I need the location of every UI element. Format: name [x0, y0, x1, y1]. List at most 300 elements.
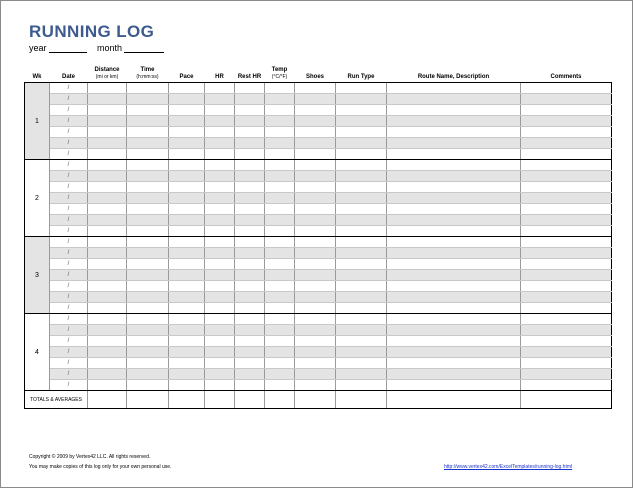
log-entry-cell[interactable] [169, 116, 205, 127]
log-entry-cell[interactable] [521, 237, 612, 248]
log-entry-cell[interactable] [235, 292, 265, 303]
log-entry-cell[interactable] [521, 358, 612, 369]
log-entry-cell[interactable] [336, 182, 387, 193]
date-cell[interactable]: / [50, 380, 88, 391]
log-entry-cell[interactable] [336, 94, 387, 105]
totals-cell[interactable] [127, 391, 169, 409]
log-entry-cell[interactable] [265, 292, 295, 303]
log-entry-cell[interactable] [235, 358, 265, 369]
log-entry-cell[interactable] [336, 314, 387, 325]
log-entry-cell[interactable] [265, 160, 295, 171]
log-entry-cell[interactable] [295, 193, 336, 204]
log-entry-cell[interactable] [265, 259, 295, 270]
log-entry-cell[interactable] [235, 149, 265, 160]
log-entry-cell[interactable] [235, 171, 265, 182]
log-entry-cell[interactable] [127, 94, 169, 105]
log-entry-cell[interactable] [205, 237, 235, 248]
log-entry-cell[interactable] [265, 204, 295, 215]
totals-cell[interactable] [295, 391, 336, 409]
log-entry-cell[interactable] [336, 325, 387, 336]
log-entry-cell[interactable] [295, 171, 336, 182]
log-entry-cell[interactable] [205, 281, 235, 292]
log-entry-cell[interactable] [521, 325, 612, 336]
log-entry-cell[interactable] [387, 171, 521, 182]
log-entry-cell[interactable] [169, 336, 205, 347]
log-entry-cell[interactable] [295, 204, 336, 215]
log-entry-cell[interactable] [265, 270, 295, 281]
log-entry-cell[interactable] [336, 281, 387, 292]
log-entry-cell[interactable] [387, 105, 521, 116]
log-entry-cell[interactable] [387, 160, 521, 171]
log-entry-cell[interactable] [127, 105, 169, 116]
totals-cell[interactable] [169, 391, 205, 409]
log-entry-cell[interactable] [521, 314, 612, 325]
log-entry-cell[interactable] [295, 314, 336, 325]
log-entry-cell[interactable] [127, 193, 169, 204]
log-entry-cell[interactable] [295, 347, 336, 358]
log-entry-cell[interactable] [88, 193, 127, 204]
log-entry-cell[interactable] [265, 226, 295, 237]
log-entry-cell[interactable] [295, 358, 336, 369]
log-entry-cell[interactable] [295, 182, 336, 193]
log-entry-cell[interactable] [387, 215, 521, 226]
log-entry-cell[interactable] [88, 314, 127, 325]
log-entry-cell[interactable] [521, 380, 612, 391]
date-cell[interactable]: / [50, 83, 88, 94]
log-entry-cell[interactable] [336, 138, 387, 149]
log-entry-cell[interactable] [265, 149, 295, 160]
year-input-line[interactable] [49, 43, 87, 53]
log-entry-cell[interactable] [127, 160, 169, 171]
log-entry-cell[interactable] [88, 292, 127, 303]
log-entry-cell[interactable] [336, 347, 387, 358]
log-entry-cell[interactable] [88, 215, 127, 226]
log-entry-cell[interactable] [205, 171, 235, 182]
log-entry-cell[interactable] [235, 281, 265, 292]
log-entry-cell[interactable] [169, 358, 205, 369]
log-entry-cell[interactable] [205, 248, 235, 259]
log-entry-cell[interactable] [336, 160, 387, 171]
log-entry-cell[interactable] [88, 281, 127, 292]
log-entry-cell[interactable] [235, 127, 265, 138]
log-entry-cell[interactable] [387, 259, 521, 270]
log-entry-cell[interactable] [127, 325, 169, 336]
log-entry-cell[interactable] [521, 83, 612, 94]
log-entry-cell[interactable] [521, 160, 612, 171]
log-entry-cell[interactable] [521, 94, 612, 105]
date-cell[interactable]: / [50, 182, 88, 193]
log-entry-cell[interactable] [169, 226, 205, 237]
log-entry-cell[interactable] [387, 292, 521, 303]
date-cell[interactable]: / [50, 347, 88, 358]
log-entry-cell[interactable] [88, 182, 127, 193]
log-entry-cell[interactable] [265, 83, 295, 94]
log-entry-cell[interactable] [205, 127, 235, 138]
log-entry-cell[interactable] [387, 380, 521, 391]
log-entry-cell[interactable] [235, 270, 265, 281]
date-cell[interactable]: / [50, 193, 88, 204]
log-entry-cell[interactable] [387, 116, 521, 127]
log-entry-cell[interactable] [265, 237, 295, 248]
log-entry-cell[interactable] [235, 105, 265, 116]
log-entry-cell[interactable] [205, 193, 235, 204]
date-cell[interactable]: / [50, 325, 88, 336]
date-cell[interactable]: / [50, 303, 88, 314]
log-entry-cell[interactable] [265, 347, 295, 358]
log-entry-cell[interactable] [169, 325, 205, 336]
log-entry-cell[interactable] [265, 303, 295, 314]
log-entry-cell[interactable] [88, 336, 127, 347]
log-entry-cell[interactable] [295, 105, 336, 116]
log-entry-cell[interactable] [521, 215, 612, 226]
date-cell[interactable]: / [50, 204, 88, 215]
log-entry-cell[interactable] [387, 347, 521, 358]
date-cell[interactable]: / [50, 127, 88, 138]
year-field[interactable] [29, 43, 87, 53]
log-entry-cell[interactable] [295, 369, 336, 380]
log-entry-cell[interactable] [235, 303, 265, 314]
month-field[interactable] [97, 43, 164, 53]
log-entry-cell[interactable] [88, 270, 127, 281]
log-entry-cell[interactable] [235, 248, 265, 259]
log-entry-cell[interactable] [295, 336, 336, 347]
log-entry-cell[interactable] [336, 127, 387, 138]
log-entry-cell[interactable] [235, 259, 265, 270]
log-entry-cell[interactable] [88, 204, 127, 215]
log-entry-cell[interactable] [127, 83, 169, 94]
log-entry-cell[interactable] [205, 369, 235, 380]
date-cell[interactable]: / [50, 369, 88, 380]
log-entry-cell[interactable] [169, 380, 205, 391]
log-entry-cell[interactable] [235, 369, 265, 380]
log-entry-cell[interactable] [295, 83, 336, 94]
log-entry-cell[interactable] [235, 215, 265, 226]
log-entry-cell[interactable] [88, 358, 127, 369]
log-entry-cell[interactable] [336, 380, 387, 391]
log-entry-cell[interactable] [265, 105, 295, 116]
log-entry-cell[interactable] [521, 204, 612, 215]
log-entry-cell[interactable] [205, 116, 235, 127]
log-entry-cell[interactable] [387, 182, 521, 193]
log-entry-cell[interactable] [205, 215, 235, 226]
log-entry-cell[interactable] [235, 226, 265, 237]
date-cell[interactable]: / [50, 160, 88, 171]
log-entry-cell[interactable] [521, 138, 612, 149]
log-entry-cell[interactable] [387, 358, 521, 369]
log-entry-cell[interactable] [169, 347, 205, 358]
log-entry-cell[interactable] [205, 105, 235, 116]
log-entry-cell[interactable] [169, 94, 205, 105]
log-entry-cell[interactable] [521, 182, 612, 193]
log-entry-cell[interactable] [127, 116, 169, 127]
date-cell[interactable]: / [50, 237, 88, 248]
log-entry-cell[interactable] [336, 193, 387, 204]
log-entry-cell[interactable] [205, 160, 235, 171]
date-cell[interactable]: / [50, 281, 88, 292]
log-entry-cell[interactable] [265, 281, 295, 292]
date-cell[interactable]: / [50, 94, 88, 105]
date-cell[interactable]: / [50, 259, 88, 270]
log-entry-cell[interactable] [127, 292, 169, 303]
date-cell[interactable]: / [50, 116, 88, 127]
log-entry-cell[interactable] [295, 281, 336, 292]
log-entry-cell[interactable] [387, 193, 521, 204]
log-entry-cell[interactable] [336, 215, 387, 226]
log-entry-cell[interactable] [235, 94, 265, 105]
log-entry-cell[interactable] [88, 127, 127, 138]
log-entry-cell[interactable] [521, 259, 612, 270]
log-entry-cell[interactable] [205, 83, 235, 94]
log-entry-cell[interactable] [295, 226, 336, 237]
log-entry-cell[interactable] [387, 94, 521, 105]
log-entry-cell[interactable] [127, 138, 169, 149]
date-cell[interactable]: / [50, 149, 88, 160]
date-cell[interactable]: / [50, 292, 88, 303]
log-entry-cell[interactable] [521, 193, 612, 204]
log-entry-cell[interactable] [127, 380, 169, 391]
log-entry-cell[interactable] [387, 204, 521, 215]
log-entry-cell[interactable] [521, 281, 612, 292]
log-entry-cell[interactable] [295, 94, 336, 105]
log-entry-cell[interactable] [295, 325, 336, 336]
log-entry-cell[interactable] [127, 259, 169, 270]
log-entry-cell[interactable] [336, 237, 387, 248]
log-entry-cell[interactable] [521, 292, 612, 303]
vertex42-link[interactable]: http://www.vertex42.com/ExcelTemplates/running-log.html [444, 464, 573, 470]
log-entry-cell[interactable] [265, 127, 295, 138]
log-entry-cell[interactable] [265, 116, 295, 127]
log-entry-cell[interactable] [127, 336, 169, 347]
log-entry-cell[interactable] [336, 259, 387, 270]
log-entry-cell[interactable] [205, 149, 235, 160]
date-cell[interactable]: / [50, 226, 88, 237]
log-entry-cell[interactable] [169, 369, 205, 380]
log-entry-cell[interactable] [265, 138, 295, 149]
log-entry-cell[interactable] [336, 248, 387, 259]
log-entry-cell[interactable] [127, 347, 169, 358]
log-entry-cell[interactable] [88, 325, 127, 336]
log-entry-cell[interactable] [265, 248, 295, 259]
log-entry-cell[interactable] [235, 314, 265, 325]
date-cell[interactable]: / [50, 215, 88, 226]
log-entry-cell[interactable] [265, 94, 295, 105]
log-entry-cell[interactable] [336, 292, 387, 303]
log-entry-cell[interactable] [295, 127, 336, 138]
log-entry-cell[interactable] [336, 336, 387, 347]
log-entry-cell[interactable] [387, 303, 521, 314]
log-entry-cell[interactable] [88, 83, 127, 94]
totals-cell[interactable] [235, 391, 265, 409]
month-input-line[interactable] [124, 43, 164, 53]
log-entry-cell[interactable] [387, 226, 521, 237]
log-entry-cell[interactable] [127, 281, 169, 292]
log-entry-cell[interactable] [235, 138, 265, 149]
log-entry-cell[interactable] [205, 292, 235, 303]
log-entry-cell[interactable] [265, 193, 295, 204]
log-entry-cell[interactable] [295, 248, 336, 259]
date-cell[interactable]: / [50, 138, 88, 149]
log-entry-cell[interactable] [205, 204, 235, 215]
log-entry-cell[interactable] [336, 83, 387, 94]
log-entry-cell[interactable] [387, 325, 521, 336]
log-entry-cell[interactable] [235, 160, 265, 171]
log-entry-cell[interactable] [265, 369, 295, 380]
totals-cell[interactable] [521, 391, 612, 409]
log-entry-cell[interactable] [336, 149, 387, 160]
log-entry-cell[interactable] [88, 171, 127, 182]
log-entry-cell[interactable] [387, 237, 521, 248]
log-entry-cell[interactable] [235, 380, 265, 391]
log-entry-cell[interactable] [521, 105, 612, 116]
log-entry-cell[interactable] [127, 270, 169, 281]
log-entry-cell[interactable] [295, 116, 336, 127]
log-entry-cell[interactable] [336, 369, 387, 380]
log-entry-cell[interactable] [265, 215, 295, 226]
log-entry-cell[interactable] [336, 105, 387, 116]
log-entry-cell[interactable] [88, 347, 127, 358]
log-entry-cell[interactable] [127, 182, 169, 193]
log-entry-cell[interactable] [295, 292, 336, 303]
log-entry-cell[interactable] [235, 83, 265, 94]
log-entry-cell[interactable] [387, 248, 521, 259]
log-entry-cell[interactable] [265, 358, 295, 369]
log-entry-cell[interactable] [521, 336, 612, 347]
log-entry-cell[interactable] [169, 204, 205, 215]
log-entry-cell[interactable] [235, 347, 265, 358]
log-entry-cell[interactable] [387, 281, 521, 292]
log-entry-cell[interactable] [127, 149, 169, 160]
log-entry-cell[interactable] [235, 325, 265, 336]
log-entry-cell[interactable] [336, 171, 387, 182]
log-entry-cell[interactable] [521, 303, 612, 314]
log-entry-cell[interactable] [295, 215, 336, 226]
log-entry-cell[interactable] [235, 182, 265, 193]
date-cell[interactable]: / [50, 358, 88, 369]
log-entry-cell[interactable] [127, 226, 169, 237]
log-entry-cell[interactable] [205, 380, 235, 391]
log-entry-cell[interactable] [205, 94, 235, 105]
log-entry-cell[interactable] [235, 116, 265, 127]
log-entry-cell[interactable] [265, 171, 295, 182]
log-entry-cell[interactable] [205, 303, 235, 314]
date-cell[interactable]: / [50, 171, 88, 182]
log-entry-cell[interactable] [205, 325, 235, 336]
log-entry-cell[interactable] [127, 314, 169, 325]
log-entry-cell[interactable] [205, 358, 235, 369]
log-entry-cell[interactable] [88, 138, 127, 149]
totals-cell[interactable] [88, 391, 127, 409]
log-entry-cell[interactable] [521, 171, 612, 182]
log-entry-cell[interactable] [88, 259, 127, 270]
log-entry-cell[interactable] [295, 303, 336, 314]
log-entry-cell[interactable] [295, 380, 336, 391]
log-entry-cell[interactable] [169, 171, 205, 182]
log-entry-cell[interactable] [88, 160, 127, 171]
log-entry-cell[interactable] [88, 105, 127, 116]
log-entry-cell[interactable] [88, 149, 127, 160]
log-entry-cell[interactable] [265, 314, 295, 325]
log-entry-cell[interactable] [169, 149, 205, 160]
log-entry-cell[interactable] [265, 325, 295, 336]
log-entry-cell[interactable] [295, 160, 336, 171]
log-entry-cell[interactable] [88, 248, 127, 259]
log-entry-cell[interactable] [169, 160, 205, 171]
log-entry-cell[interactable] [387, 83, 521, 94]
log-entry-cell[interactable] [205, 182, 235, 193]
log-entry-cell[interactable] [127, 215, 169, 226]
log-entry-cell[interactable] [521, 116, 612, 127]
log-entry-cell[interactable] [127, 248, 169, 259]
log-entry-cell[interactable] [235, 237, 265, 248]
log-entry-cell[interactable] [235, 204, 265, 215]
log-entry-cell[interactable] [521, 149, 612, 160]
log-entry-cell[interactable] [336, 116, 387, 127]
log-entry-cell[interactable] [521, 369, 612, 380]
log-entry-cell[interactable] [387, 149, 521, 160]
log-entry-cell[interactable] [169, 138, 205, 149]
log-entry-cell[interactable] [235, 193, 265, 204]
log-entry-cell[interactable] [265, 336, 295, 347]
log-entry-cell[interactable] [336, 303, 387, 314]
log-entry-cell[interactable] [205, 259, 235, 270]
log-entry-cell[interactable] [127, 237, 169, 248]
log-entry-cell[interactable] [336, 226, 387, 237]
log-entry-cell[interactable] [265, 380, 295, 391]
log-entry-cell[interactable] [387, 369, 521, 380]
log-entry-cell[interactable] [169, 248, 205, 259]
log-entry-cell[interactable] [205, 138, 235, 149]
log-entry-cell[interactable] [88, 116, 127, 127]
log-entry-cell[interactable] [127, 127, 169, 138]
log-entry-cell[interactable] [88, 303, 127, 314]
log-entry-cell[interactable] [127, 171, 169, 182]
log-entry-cell[interactable] [521, 248, 612, 259]
log-entry-cell[interactable] [169, 105, 205, 116]
log-entry-cell[interactable] [169, 292, 205, 303]
log-entry-cell[interactable] [88, 369, 127, 380]
log-entry-cell[interactable] [169, 281, 205, 292]
log-entry-cell[interactable] [205, 336, 235, 347]
log-entry-cell[interactable] [336, 204, 387, 215]
log-entry-cell[interactable] [387, 127, 521, 138]
log-entry-cell[interactable] [88, 94, 127, 105]
date-cell[interactable]: / [50, 336, 88, 347]
totals-cell[interactable] [387, 391, 521, 409]
log-entry-cell[interactable] [205, 270, 235, 281]
date-cell[interactable]: / [50, 105, 88, 116]
log-entry-cell[interactable] [387, 138, 521, 149]
log-entry-cell[interactable] [295, 149, 336, 160]
log-entry-cell[interactable] [336, 358, 387, 369]
log-entry-cell[interactable] [205, 347, 235, 358]
log-entry-cell[interactable] [521, 127, 612, 138]
log-entry-cell[interactable] [169, 215, 205, 226]
log-entry-cell[interactable] [169, 303, 205, 314]
log-entry-cell[interactable] [265, 182, 295, 193]
log-entry-cell[interactable] [521, 347, 612, 358]
log-entry-cell[interactable] [205, 226, 235, 237]
log-entry-cell[interactable] [169, 259, 205, 270]
log-entry-cell[interactable] [127, 204, 169, 215]
log-entry-cell[interactable] [127, 303, 169, 314]
log-entry-cell[interactable] [521, 226, 612, 237]
log-entry-cell[interactable] [169, 314, 205, 325]
log-entry-cell[interactable] [127, 369, 169, 380]
log-entry-cell[interactable] [387, 314, 521, 325]
log-entry-cell[interactable] [88, 237, 127, 248]
date-cell[interactable]: / [50, 314, 88, 325]
log-entry-cell[interactable] [235, 336, 265, 347]
